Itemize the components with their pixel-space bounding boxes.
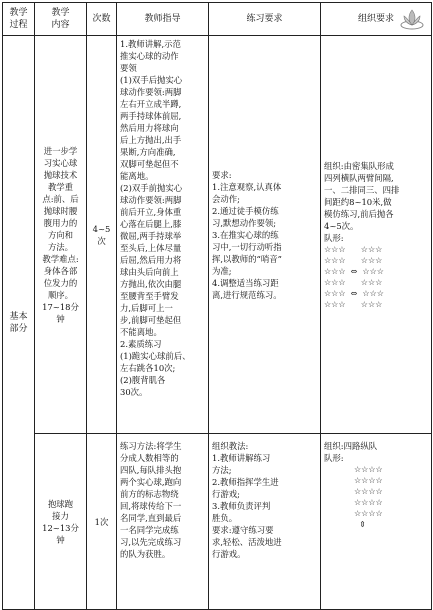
row2-practice: 组织教法: 1.教师讲解练习 方法; 2.教师指挥学生进 行游戏; 3.教师负责评判 胜负。 要求:遵守练习要 求,轻松、活泼地进 行游戏。 xyxy=(209,434,321,610)
row1-formation-diagram: ☆☆☆ ☆☆☆ ☆☆☆ ☆☆☆ ☆☆☆ ⇔ ☆☆☆ ☆☆☆ ☆☆☆ ☆☆☆ ⇔ ☆☆☆ ☆☆☆ ☆☆☆ xyxy=(324,244,384,309)
section-basic: 基本 部分 xyxy=(3,36,35,610)
row2-formation-diagram: ☆☆☆☆ ☆☆☆☆ ☆☆☆☆ ☆☆☆☆ ☆☆☆☆ ⇕ xyxy=(354,465,383,529)
header-row xyxy=(3,3,432,36)
row2-times: 1次 xyxy=(87,434,117,610)
row2-teacher-guide: 练习方法:将学生 分成人数相等的 四队,每队排头抱 两个实心球,跑向 前方的标志物绕 回,将球传给下一 名同学,直到最后 一名同学完成练 习,以先完成练习 的队为获胜。 xyxy=(117,434,209,610)
row1-organization: 组织:由密集队形成 四列横队两臂间隔, 一、二排同三、四排 间距约8~10米,做 模仿练习,前后抛各 4~5次。 队形: ☆☆☆ ☆☆☆ ☆☆☆ ☆☆☆ ☆☆☆ ⇔ ☆☆☆ ☆☆☆ ☆☆☆ ☆☆☆ ⇔ ☆☆☆ ☆☆☆ ☆☆☆ xyxy=(321,36,432,434)
row1-content: 进一步学 习实心球 抛球技术 教学重 点:前、后 抛球时腰 腹用力的 方向和 方法。 教学难点: 身体各部 位发力的 顺序。 17~18分钟 xyxy=(35,36,87,434)
header-practice: 练习要求 xyxy=(209,3,321,36)
lesson-plan-table xyxy=(2,2,432,610)
header-times: 次数 xyxy=(87,3,117,36)
header-organization: 组织要求 xyxy=(321,3,432,36)
row2-content: 抱球跑 接力 12~13分钟 xyxy=(35,434,87,610)
row2-organization: 组织:四路纵队 队形: ☆☆☆☆ ☆☆☆☆ ☆☆☆☆ ☆☆☆☆ ☆☆☆☆ ⇕ xyxy=(321,434,432,610)
header-content: 教学 内容 xyxy=(35,3,87,36)
lotus-logo-icon xyxy=(399,7,425,31)
header-process: 教学 过程 xyxy=(3,3,35,36)
row-relay xyxy=(3,434,432,610)
row1-times: 4~5 次 xyxy=(87,36,117,434)
row1-practice: 要求: 1.注意观察,认真体 会动作; 2.通过徒手模仿练 习,默想动作要领; 3.在推实心球的练 习中,一切行动听指 挥,以教师的“哨音” 为准; 4.调整适当练习距 离,进行规范练习。 xyxy=(209,36,321,434)
header-teacher-guide: 教师指导 xyxy=(117,3,209,36)
row1-teacher-guide: 1.教师讲解,示范 推实心球的动作 要领 (1)双手后抛实心 球动作要领:两脚 左右开立成半蹲, 两手持球体前屈, 然后用力将球向 后上方抛出,出手 果断,方向准确, 双脚可垫起但不 能离地。 (2)双手前抛实心 球动作要领:两脚 前后开立,身体重 心落在后腿上,膝 微屈,两手持球举 至头后,上体尽量 后屈,然后用力将 球由头后向前上 方抛出,依次由腿 至腰背至手臂发 力,后脚可上一 步,前脚可垫起但 不能离地。 2.素质练习 (1)跪实心球前后、 左右跳各10次; (2)腹背肌各 30次。 xyxy=(117,36,209,434)
row-throw-technique xyxy=(3,36,432,434)
